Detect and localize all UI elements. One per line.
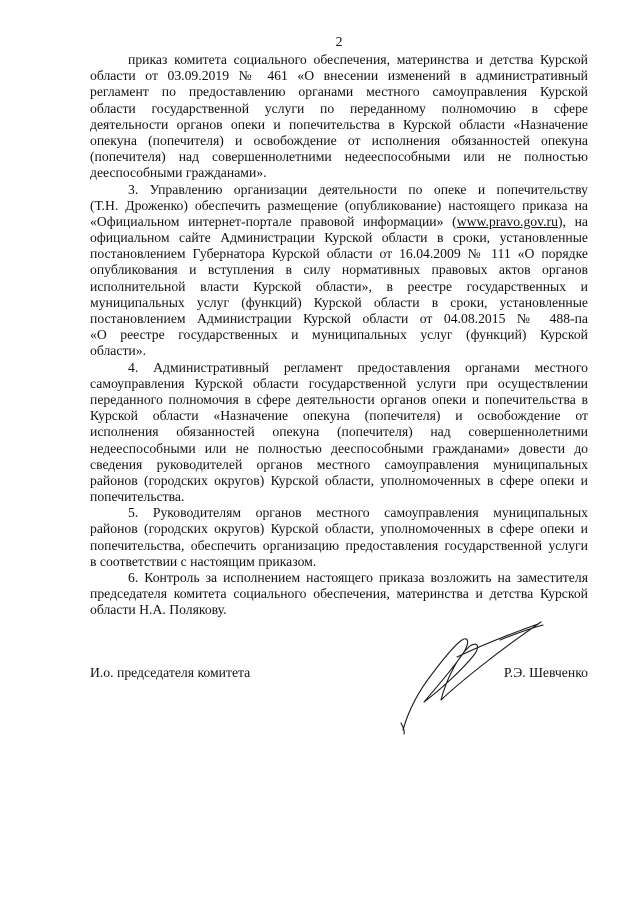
signature-stroke — [401, 723, 404, 734]
text-line: постановлением Администрации Курской области от 04.08.2015 № 488-па — [90, 311, 588, 326]
text-line: «О реестре государственных и муниципальных услуг (функций) Курской — [90, 327, 588, 343]
text-line — [90, 214, 588, 230]
text-line: самоуправления Курской области государственной услуги при осуществлении — [90, 375, 588, 391]
text-line: переданного полномочия в сфере деятельности органов опеки и попечительства в — [90, 391, 588, 407]
text-line: сведения руководителей органов местного самоуправления муниципальных — [90, 456, 588, 472]
text-line: районов (городских округов) Курской области, уполномоченных в сфере опеки и — [90, 521, 588, 537]
text-line: 5. Руководителям органов местного самоуправления муниципальных — [128, 505, 588, 521]
text-line: попечительства. — [90, 489, 185, 505]
page-number: 2 — [335, 34, 343, 49]
paragraph-continuation — [90, 52, 588, 182]
text-line: Курской области «Назначение опекуна (попечителя) и освобождение от — [90, 408, 588, 424]
pravo-gov-link[interactable]: www.pravo.gov.ru — [456, 213, 558, 229]
text-line: исполнительной власти Курской области», в реестре государственных и — [90, 278, 588, 294]
text-line: 6. Контроль за исполнением настоящего приказа возложить на заместителя — [128, 570, 588, 585]
signature-name: Р.Э. Шевченко — [503, 665, 588, 680]
paragraph-3 — [90, 182, 588, 360]
paragraph-5 — [90, 505, 588, 570]
text-line: регламент по предоставлению органами местного самоуправления Курской — [90, 84, 588, 100]
text-fragment: ), на — [557, 213, 588, 229]
text-line: районов (городских округов) Курской области, уполномоченных в сфере опеки и — [90, 472, 588, 488]
text-line: недееспособными или не полностью дееспособными гражданами» довести до — [90, 440, 588, 456]
text-line: постановлением Губернатора Курской области от 16.04.2009 № 111 «О порядке — [90, 246, 588, 262]
text-line: попечительства, обеспечить организацию предоставления государственной услуги — [90, 537, 588, 553]
text-line: области от 03.09.2019 № 461 «О внесении изменений в административный — [90, 68, 588, 84]
text-line: официальном сайте Администрации Курской области в сроки, установленные — [90, 230, 588, 246]
text-line: дееспособными гражданами». — [90, 165, 267, 181]
text-line: (попечителя) над совершеннолетними недееспособными или не полностью — [90, 149, 588, 165]
text-line: области». — [90, 343, 147, 359]
text-line: приказ комитета социального обеспечения, материнства и детства Курской — [128, 52, 588, 67]
text-line: в соответствии с настоящим приказом. — [90, 553, 317, 569]
text-line: председателя комитета социального обеспечения, материнства и детства Курской — [90, 586, 588, 602]
text-line: опубликования и вступления в силу нормативных правовых актов органов — [90, 262, 588, 278]
signature-position-label: И.о. председателя комитета — [90, 665, 251, 680]
text-line: (Т.Н. Дроженко) обеспечить размещение (опубликование) настоящего приказа на — [90, 197, 588, 213]
text-line: области Н.А. Полякову. — [90, 602, 227, 618]
text-line: муниципальных услуг (функций) Курской области в сроки, установленные — [90, 294, 588, 310]
signature-stroke — [457, 624, 538, 657]
signature-stroke — [500, 625, 543, 640]
text-fragment: «Официальном интернет-портале правовой информации» ( — [90, 213, 457, 229]
paragraph-4 — [90, 360, 588, 506]
text-line: деятельности органов опеки и попечительства в Курской области «Назначение — [90, 116, 588, 132]
text-line: 3. Управлению организации деятельности по опеке и попечительству — [128, 181, 588, 197]
text-line: 4. Административный регламент предоставления органами местного — [128, 359, 588, 375]
text-line: опекуна (попечителя) и освобождение от исполнения обязанностей опекуна — [90, 132, 588, 148]
document-body — [90, 52, 588, 619]
text-line: области государственной услуги по переданному полномочию в сфере — [90, 100, 588, 116]
text-line: исполнения обязанностей опекуна (попечителя) над совершеннолетними — [90, 424, 588, 440]
